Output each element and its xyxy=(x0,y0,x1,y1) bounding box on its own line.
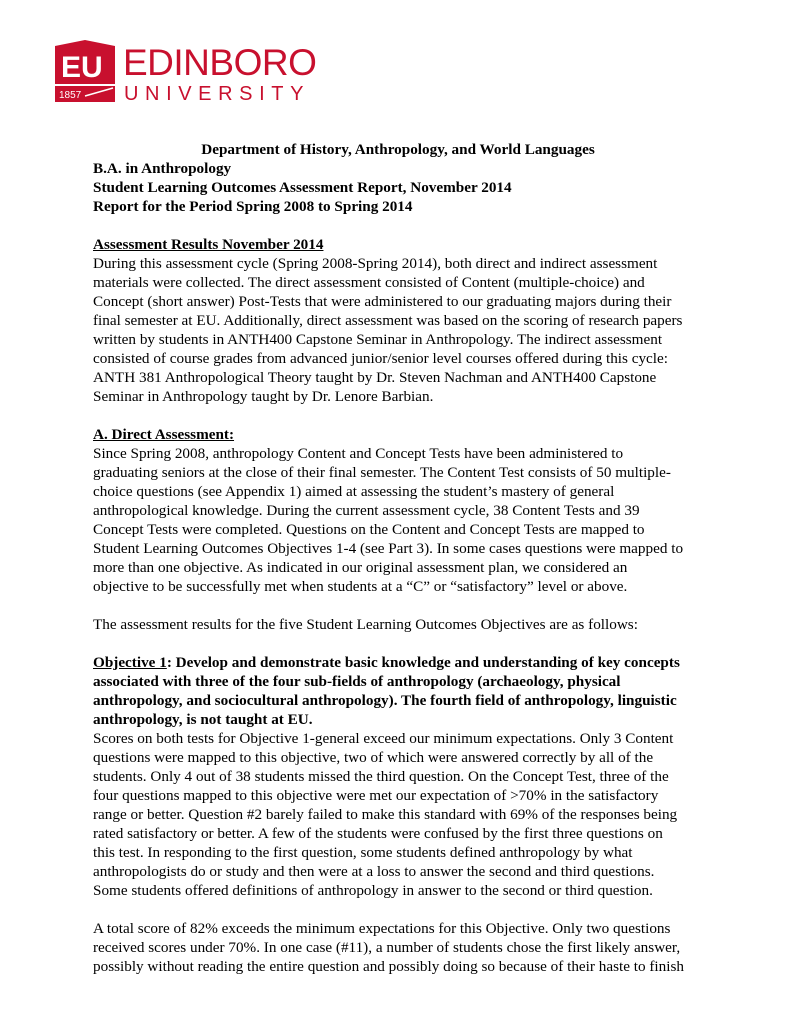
text-line: Scores on both tests for Objective 1-general exceed our minimum expectations. Only 3 Content xyxy=(93,730,674,747)
text-line: ANTH 381 Anthropological Theory taught by Dr. Steven Nachman and ANTH400 Capstone xyxy=(93,369,657,386)
results-heading: Assessment Results November 2014 xyxy=(93,236,324,253)
objective-1-title xyxy=(93,653,703,729)
text-line: rated satisfactory or better. A few of the students were confused by the first three questions on xyxy=(93,825,663,842)
text-line: range or better. Question #2 barely failed to make this standard with 69% of the responses being xyxy=(93,806,678,823)
objective-1-label: Objective 1 xyxy=(93,654,167,671)
objective-1-paragraph-2 xyxy=(93,919,703,976)
text-line: consisted of course grades from advanced junior/senior level courses offered during this cycle: xyxy=(93,350,668,367)
objective-1-paragraph xyxy=(93,729,703,900)
text-line: associated with three of the four sub-fields of anthropology (archaeology, physical xyxy=(93,673,621,690)
text-line: graduating seniors at the close of their final semester. The Content Test consists of 50 multiple- xyxy=(93,464,671,481)
text-line: Student Learning Outcomes Objectives 1-4 (see Part 3). In some cases questions were mapped to xyxy=(93,540,684,557)
text-line: anthropologists do or study and then were at a loss to answer the second and third questions. xyxy=(93,863,655,880)
report-period: Report for the Period Spring 2008 to Spring 2014 xyxy=(93,198,413,215)
eu-shield-icon xyxy=(53,40,117,104)
text-line: choice questions (see Appendix 1) aimed at assessing the student’s mastery of general xyxy=(93,483,615,500)
document-body xyxy=(93,140,703,976)
department-heading: Department of History, Anthropology, and World Languages xyxy=(201,141,595,158)
text-line: written by students in ANTH400 Capstone Seminar in Anthropology. The indirect assessment xyxy=(93,331,663,348)
logo-initials: EU xyxy=(61,51,103,84)
results-paragraph xyxy=(93,254,703,406)
text-line: Some students offered definitions of anthropology in answer to the second or third question. xyxy=(93,882,653,899)
text-line: this test. In responding to the first question, some students defined anthropology by what xyxy=(93,844,633,861)
text-line: materials were collected. The direct assessment consisted of Content (multiple-choice) and xyxy=(93,274,645,291)
direct-assessment-paragraph xyxy=(93,444,703,596)
logo-subname: UNIVERSITY xyxy=(124,83,311,105)
text-line: four questions mapped to this objective were met our expectation of >70% in the satisfactory xyxy=(93,787,659,804)
logo-year: 1857 xyxy=(59,90,82,101)
text-line: Concept (short answer) Post-Tests that were administered to our graduating majors during their xyxy=(93,293,672,310)
text-line: A total score of 82% exceeds the minimum expectations for this Objective. Only two questions xyxy=(93,920,671,937)
text-line: objective to be successfully met when students at a “C” or “satisfactory” level or above. xyxy=(93,578,628,595)
text-line: questions were mapped to this objective, two of which were answered correctly by all of the xyxy=(93,749,654,766)
logo-name: EDINBORO xyxy=(123,42,317,83)
text-line: Seminar in Anthropology taught by Dr. Lenore Barbian. xyxy=(93,388,434,405)
text-line: more than one objective. As indicated in our original assessment plan, we considered an xyxy=(93,559,628,576)
text-line: Since Spring 2008, anthropology Content and Concept Tests have been administered to xyxy=(93,445,624,462)
direct-assessment-heading: A. Direct Assessment: xyxy=(93,426,235,443)
degree-heading: B.A. in Anthropology xyxy=(93,160,232,177)
text-line: final semester at EU. Additionally, direct assessment was based on the scoring of research papers xyxy=(93,312,683,329)
text-line: possibly without reading the entire question and possibly doing so because of their haste to finish xyxy=(93,958,684,975)
report-title: Student Learning Outcomes Assessment Report, November 2014 xyxy=(93,179,512,196)
text-line: During this assessment cycle (Spring 2008-Spring 2014), both direct and indirect assessment xyxy=(93,255,658,272)
text-line: anthropological knowledge. During the current assessment cycle, 38 Content Tests and 39 xyxy=(93,502,640,519)
text-line: received scores under 70%. In one case (#11), a number of students chose the first likely answer, xyxy=(93,939,681,956)
text-line: students. Only 4 out of 38 students missed the third question. On the Concept Test, three of the xyxy=(93,768,669,785)
results-intro: The assessment results for the five Student Learning Outcomes Objectives are as follows: xyxy=(93,616,638,633)
text-line: : Develop and demonstrate basic knowledge and understanding of key concepts xyxy=(166,654,680,671)
text-line: Concept Tests were completed. Questions on the Content and Concept Tests are mapped to xyxy=(93,521,645,538)
edinboro-logo xyxy=(53,40,323,106)
text-line: anthropology, and sociocultural anthropology). The fourth field of anthropology, linguistic xyxy=(93,692,677,709)
text-line: anthropology, is not taught at EU. xyxy=(93,711,313,728)
